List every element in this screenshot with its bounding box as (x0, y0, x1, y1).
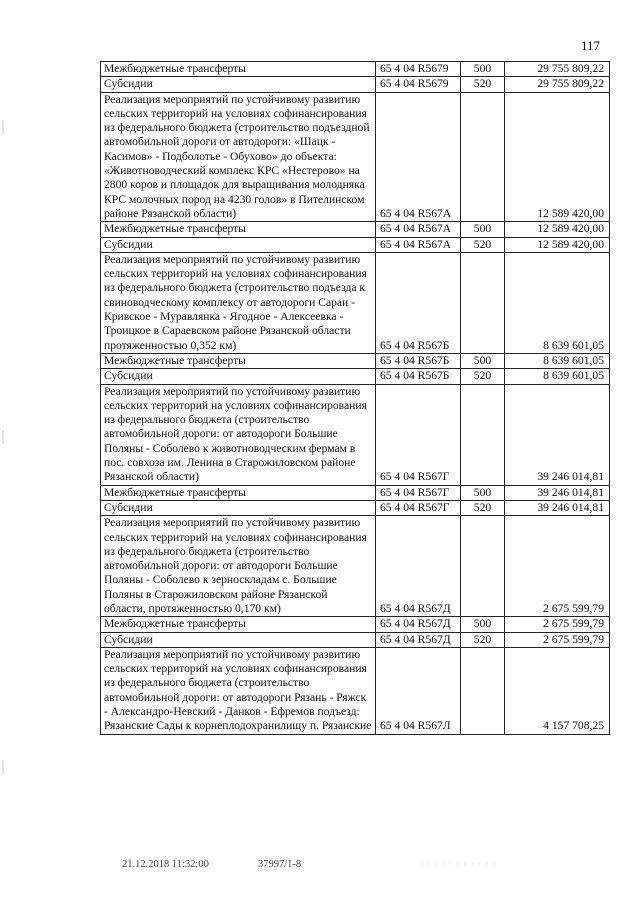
row-sum-cell: 2 675 599,79 (505, 617, 610, 632)
row-sum-cell: 39 246 014,81 (505, 485, 610, 500)
row-csr-cell: 65 4 04 R567Б (376, 369, 461, 384)
row-sum-cell: 29 755 809,22 (505, 62, 610, 77)
row-csr-cell: 65 4 04 R567Б (376, 353, 461, 368)
table-row (101, 252, 610, 353)
row-sum-cell: 8 639 601,05 (505, 252, 610, 353)
row-sum-cell: 39 246 014,81 (505, 384, 610, 485)
table-row (101, 369, 610, 384)
row-vr-cell: 500 (461, 222, 505, 237)
row-csr-cell: 65 4 04 R567Г (376, 500, 461, 515)
table-row (101, 92, 610, 222)
row-vr-cell: 520 (461, 369, 505, 384)
row-name-cell: Межбюджетные трансферты (101, 222, 376, 237)
table-row (101, 516, 610, 617)
footer-doc-number: 37997/1-8 (258, 859, 302, 870)
row-csr-cell: 65 4 04 R567Б (376, 252, 461, 353)
table-row (101, 500, 610, 515)
row-vr-cell (461, 252, 505, 353)
row-name-cell: Субсидии (101, 500, 376, 515)
row-vr-cell: 500 (461, 62, 505, 77)
row-csr-cell: 65 4 04 R567A (376, 92, 461, 222)
scan-edge-mark (2, 760, 4, 774)
table-row (101, 617, 610, 632)
row-name-cell: Субсидии (101, 77, 376, 92)
row-csr-cell: 65 4 04 R567A (376, 222, 461, 237)
row-sum-cell: 2 675 599,79 (505, 632, 610, 647)
table-row (101, 632, 610, 647)
row-name-cell: Реализация мероприятий по устойчивому развитию сельских территорий на условиях софинансирования из федерального бюджета (строительство подъезда к свиноводческому комплексу от автодороги Сараи - Кривское - Муравлянка - Ягодное - Алексеевка - Троицкое в Сараевском районе Рязанской области протяженностью 0,352 км) (101, 252, 376, 353)
row-vr-cell: 520 (461, 237, 505, 252)
row-name-cell: Реализация мероприятий по устойчивому развитию сельских территорий на условиях софинансирования из федерального бюджета (строительство автомобильной дороги: от автодороги Рязань - Ряжск - Александро-Невский - Данков - Ефремов подъезд: Рязанские Сады к корнеплодохранилищу п. Рязанские (101, 647, 376, 734)
table-row (101, 62, 610, 77)
row-vr-cell (461, 516, 505, 617)
row-csr-cell: 65 4 04 R567Г (376, 485, 461, 500)
row-name-cell: Субсидии (101, 237, 376, 252)
row-vr-cell (461, 384, 505, 485)
row-vr-cell: 520 (461, 77, 505, 92)
row-vr-cell: 520 (461, 500, 505, 515)
row-csr-cell: 65 4 04 R5679 (376, 62, 461, 77)
row-sum-cell: 29 755 809,22 (505, 77, 610, 92)
row-csr-cell: 65 4 04 R567Д (376, 632, 461, 647)
row-csr-cell: 65 4 04 R5679 (376, 77, 461, 92)
row-sum-cell: 12 589 420,00 (505, 92, 610, 222)
page-number: 117 (580, 38, 600, 53)
table-row (101, 384, 610, 485)
table-row (101, 353, 610, 368)
row-vr-cell: 500 (461, 353, 505, 368)
row-sum-cell: 12 589 420,00 (505, 222, 610, 237)
row-name-cell: Межбюджетные трансферты (101, 617, 376, 632)
budget-table-body (101, 62, 610, 735)
row-vr-cell: 500 (461, 485, 505, 500)
row-sum-cell: 12 589 420,00 (505, 237, 610, 252)
row-vr-cell (461, 647, 505, 734)
scan-edge-mark (2, 120, 4, 134)
row-vr-cell: 520 (461, 632, 505, 647)
row-csr-cell: 65 4 04 R567Д (376, 516, 461, 617)
table-row (101, 222, 610, 237)
row-vr-cell: 500 (461, 617, 505, 632)
row-name-cell: Реализация мероприятий по устойчивому развитию сельских территорий на условиях софинансирования из федерального бюджета (строительство автомобильной дороги: от автодороги Большие Поляны - Соболево к зерноскладам с. Большие Поляны в Старожиловском районе Рязанской области, протяженностью 0,170 км) (101, 516, 376, 617)
row-sum-cell: 4 157 708,25 (505, 647, 610, 734)
row-name-cell: Субсидии (101, 632, 376, 647)
row-csr-cell: 65 4 04 R567Г (376, 384, 461, 485)
row-name-cell: Межбюджетные трансферты (101, 62, 376, 77)
table-row (101, 485, 610, 500)
footer-date: 21.12.2018 11:32:00 (122, 859, 209, 870)
row-sum-cell: 8 639 601,05 (505, 353, 610, 368)
table-row (101, 77, 610, 92)
row-name-cell: Субсидии (101, 369, 376, 384)
scan-edge-mark (2, 430, 4, 444)
row-sum-cell: 39 246 014,81 (505, 500, 610, 515)
row-csr-cell: 65 4 04 R567Д (376, 617, 461, 632)
row-sum-cell: 8 639 601,05 (505, 369, 610, 384)
row-name-cell: Межбюджетные трансферты (101, 353, 376, 368)
table-row (101, 647, 610, 734)
footer-faint-stamp: · · · · · · · · · · · (420, 859, 497, 869)
table-row (101, 237, 610, 252)
budget-table (100, 61, 610, 735)
row-name-cell: Межбюджетные трансферты (101, 485, 376, 500)
row-csr-cell: 65 4 04 R567A (376, 237, 461, 252)
row-csr-cell: 65 4 04 R567Л (376, 647, 461, 734)
row-vr-cell (461, 92, 505, 222)
row-sum-cell: 2 675 599,79 (505, 516, 610, 617)
row-name-cell: Реализация мероприятий по устойчивому развитию сельских территорий на условиях софинансирования из федерального бюджета (строительство подъездной автомобильной дороги от автодороги: «Шацк - Касимов» - Подболотье - Обухово» до объекта: «Животноводческий комплекс КРС «Нестерово» на 2800 коров и площадок для выращивания молодняка КРС молочных пород на 4230 голов» в Пителинском районе Рязанской области) (101, 92, 376, 222)
row-name-cell: Реализация мероприятий по устойчивому развитию сельских территорий на условиях софинансирования из федерального бюджета (строительство автомобильной дороги: от автодороги Большие Поляны - Соболево к животноводческим фермам в пос. совхоза им. Ленина в Старожиловском районе Рязанской области) (101, 384, 376, 485)
